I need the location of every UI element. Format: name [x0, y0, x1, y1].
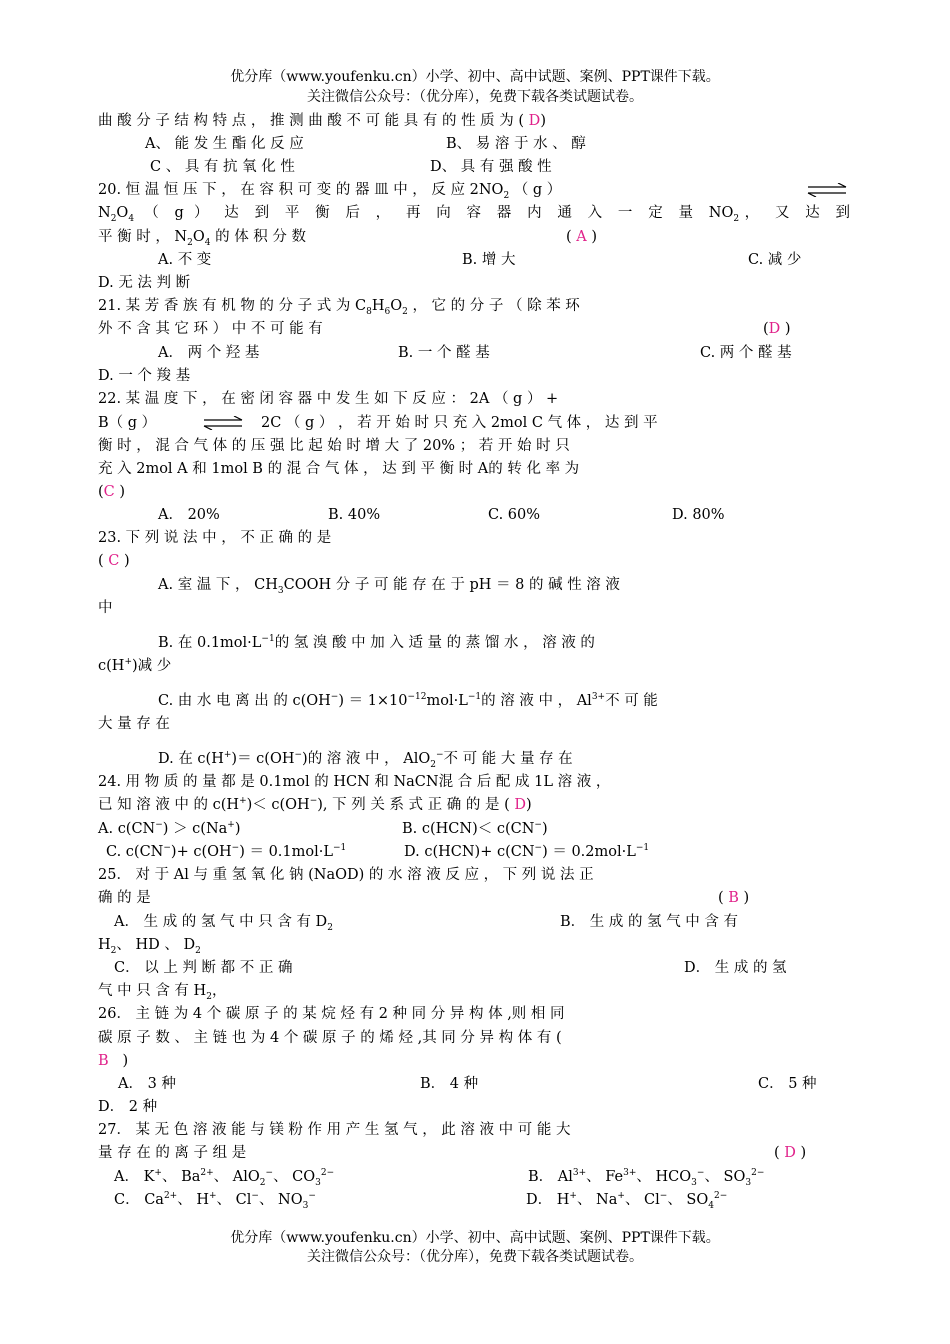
q20-line-2: $N_2O_4$ （ g ） 达 到 平 衡 后 ， 再 向 容 器 内 通 入 一 定 量 $NO_2$， 又 达 到: [98, 205, 851, 224]
equilibrium-arrow-icon: [202, 416, 244, 430]
q21-opt-a: A． 两 个 羟 基: [158, 345, 260, 361]
q20-line-1: 20. 恒 温 恒 压 下 ， 在 容 积 可 变 的 器 皿 中 ， 反 应 $2NO_2$ （ g ）: [98, 180, 850, 200]
header-line-1: 优分库（www.youfenku.cn）小学、初中、高中试题、案例、PPT课件下载。: [230, 69, 720, 85]
q26-line-2: 碳 原 子 数 、 主 链 也 为 4 个 碳 原 子 的 烯 烃 ,其 同 分 异 构 体 有 (: [98, 1030, 562, 1046]
q26-answer: B: [98, 1053, 109, 1069]
q23-opt-a: A. 室 温 下 ， $CH_3COOH$ 分 子 可 能 存 在 于 pH ＝ 8 的 碱 性 溶 液: [158, 577, 620, 596]
q24-opt-d: D. $c(HCN)+ c(CN^-) = 0.2mol\cdot L^{-1}$: [404, 843, 650, 860]
q26-line-1: 26． 主 链 为 4 个 碳 原 子 的 某 烷 烃 有 2 种 同 分 异 构 体 ,则 相 同: [98, 1006, 565, 1022]
q23-stem: 23. 下 列 说 法 中 ， 不 正 确 的 是: [98, 530, 332, 546]
q25-opt-b: B． 生 成 的 氢 气 中 含 有: [560, 914, 739, 930]
q27-opt-d: D． H+、 Na+、 Cl−、 $SO_4^{2-}$: [526, 1191, 728, 1211]
q19-opt-d: D、 具 有 强 酸 性: [430, 159, 552, 175]
q20-opt-c: C. 减 少: [748, 252, 802, 268]
q22-opt-c: C. 60%: [488, 507, 541, 523]
q27-opt-c: C． $Ca^{2+}$、 H+、 Cl−、 $NO_3^-$: [114, 1191, 316, 1211]
q21-opt-c: C. 两 个 醛 基: [700, 345, 792, 361]
q24-opt-c: C. $c(CN^-)+ c(OH^-) = 0.1mol\cdot L^{-1}$: [106, 843, 347, 860]
q22-line-1: 22. 某 温 度 下 ， 在 密 闭 容 器 中 发 生 如 下 反 应 ： 2A （ g ） +: [98, 391, 559, 407]
q23-opt-a-cont: 中: [98, 600, 113, 616]
footer-line-2: 关注微信公众号：（优分库），免费下载各类试题试卷。: [307, 1249, 643, 1265]
q24-line-1: 24. 用 物 质 的 量 都 是 0.1mol 的 HCN 和 NaCN混 合 后 配 成 1L 溶 液 ，: [98, 774, 611, 790]
q27-opt-b: B． $Al^{3+}$、 $Fe^{3+}$、 $HCO_3^-$、 $SO_3^{2-}$: [528, 1168, 765, 1188]
q25-answer: B: [728, 890, 739, 906]
q21-line-2: 外 不 含 其 它 环 ） 中 不 可 能 有 (D ): [98, 321, 791, 337]
q23-opt-c-cont: 大 量 存 在: [98, 716, 170, 732]
q22-opt-a: A． 20%: [158, 507, 220, 523]
q25-opt-d-cont: 气 中 只 含 有 $H_2$，: [98, 983, 227, 1002]
q22-line-4: 充 入 2mol A 和 1mol B 的 混 合 气 体 ， 达 到 平 衡 时 A的 转 化 率 为: [98, 461, 580, 477]
q26-opt-a: A． 3 种: [118, 1076, 176, 1092]
q27-answer: D: [784, 1145, 796, 1161]
q25-opt-a: A． 生 成 的 氢 气 中 只 含 有 $D_2$: [114, 914, 333, 933]
q19-opt-c: C 、 具 有 抗 氧 化 性: [150, 159, 295, 175]
q21-opt-b: B. 一 个 醛 基: [398, 345, 490, 361]
q23-answer: C: [108, 553, 120, 569]
q26-opt-c: C． 5 种: [758, 1076, 817, 1092]
q22-answer: C: [103, 484, 115, 500]
q19-opt-a: A、 能 发 生 酯 化 反 应: [145, 136, 304, 152]
q23-opt-d: D. 在 c(H+)＝ c(OH−)的 溶 液 中 ， AlO$_2$−不 可 能 大 量 存 在: [158, 750, 573, 770]
q23-opt-b: B. 在 $0.1mol\cdot L^{-1}$的 氢 溴 酸 中 加 入 适 量 的 蒸 馏 水 ， 溶 液 的: [158, 634, 595, 651]
q22-line-3: 衡 时 ， 混 合 气 体 的 压 强 比 起 始 时 增 大 了 20% ； 若 开 始 时 只: [98, 438, 570, 454]
q25-opt-b-cont: $H_2$、 HD 、 $D_2$: [98, 937, 201, 956]
q22-answer-line: (C ): [98, 484, 126, 500]
equilibrium-arrow-icon: [806, 183, 848, 197]
q27-line-2: 量 存 在 的 离 子 组 是 ( D ): [98, 1145, 807, 1161]
q25-line-2: 确 的 是 ( B ): [98, 890, 750, 906]
q26-answer-line: B ): [98, 1053, 129, 1069]
q21-opt-d: D. 一 个 羧 基: [98, 368, 191, 384]
q24-opt-a: A. c(CN−) ＞ c(Na+): [98, 820, 241, 837]
q22-opt-d: D. 80%: [672, 507, 725, 523]
q19-stem: 曲 酸 分 子 结 构 特 点 ， 推 测 曲 酸 不 可 能 具 有 的 性 质 为 ( D): [98, 113, 546, 129]
q26-opt-d: D． 2 种: [98, 1099, 158, 1115]
header-line-2: 关注微信公众号：（优分库），免费下载各类试题试卷。: [307, 89, 643, 105]
q27-line-1: 27． 某 无 色 溶 液 能 与 镁 粉 作 用 产 生 氢 气 ， 此 溶 液 中 可 能 大: [98, 1122, 571, 1138]
q20-opt-b: B. 增 大: [462, 252, 516, 268]
q23-opt-c: C. 由 水 电 离 出 的 $c(OH^-) = 1\times 10^{-12}mol\cdot L^{-1}$的 溶 液 中 ， $Al^{3+}$不 可 能: [158, 692, 658, 709]
q20-line-3: 平 衡 时 ， $N_2O_4$ 的 体 积 分 数 ( A ): [98, 229, 598, 248]
q23-opt-b-cont: c(H+)减 少: [98, 657, 172, 674]
q20-opt-a: A. 不 变: [158, 252, 212, 268]
footer-line-1: 优分库（www.youfenku.cn）小学、初中、高中试题、案例、PPT课件下载。: [230, 1230, 720, 1246]
q20-opt-d: D. 无 法 判 断: [98, 275, 191, 291]
q27-opt-a: A． K+、 $Ba^{2+}$、 AlO$_2$−、 $CO_3^{2-}$: [114, 1168, 335, 1188]
q22-opt-b: B. 40%: [328, 507, 381, 523]
q21-line-1: 21. 某 芳 香 族 有 机 物 的 分 子 式 为 $C_8H_6O_2$ ， 它 的 分 子 （ 除 苯 环: [98, 298, 580, 317]
q21-answer: D: [768, 321, 781, 337]
q24-line-2: 已 知 溶 液 中 的 c(H+)＜ c(OH−), 下 列 关 系 式 正 确 的 是 ( D): [98, 796, 532, 813]
q19-opt-b: B、 易 溶 于 水 、 醇: [446, 136, 586, 152]
q24-answer: D: [514, 797, 527, 813]
q24-opt-b: B. c(HCN)＜ c(CN−): [402, 820, 548, 837]
q23-answer-line: ( C ): [98, 553, 130, 569]
q19-answer: D: [528, 113, 541, 129]
q20-answer: A: [576, 229, 587, 245]
q25-opt-d: D． 生 成 的 氢: [684, 960, 787, 976]
q25-line-1: 25． 对 于 Al 与 重 氢 氧 化 钠 (NaOD) 的 水 溶 液 反 应 ， 下 列 说 法 正: [98, 867, 594, 883]
q26-opt-b: B． 4 种: [420, 1076, 479, 1092]
q22-line-2: B（ g ） 2C （ g ） ， 若 开 始 时 只 充 入 2mol C 气 体 ， 达 到 平: [98, 415, 658, 431]
q25-opt-c: C． 以 上 判 断 都 不 正 确: [114, 960, 293, 976]
